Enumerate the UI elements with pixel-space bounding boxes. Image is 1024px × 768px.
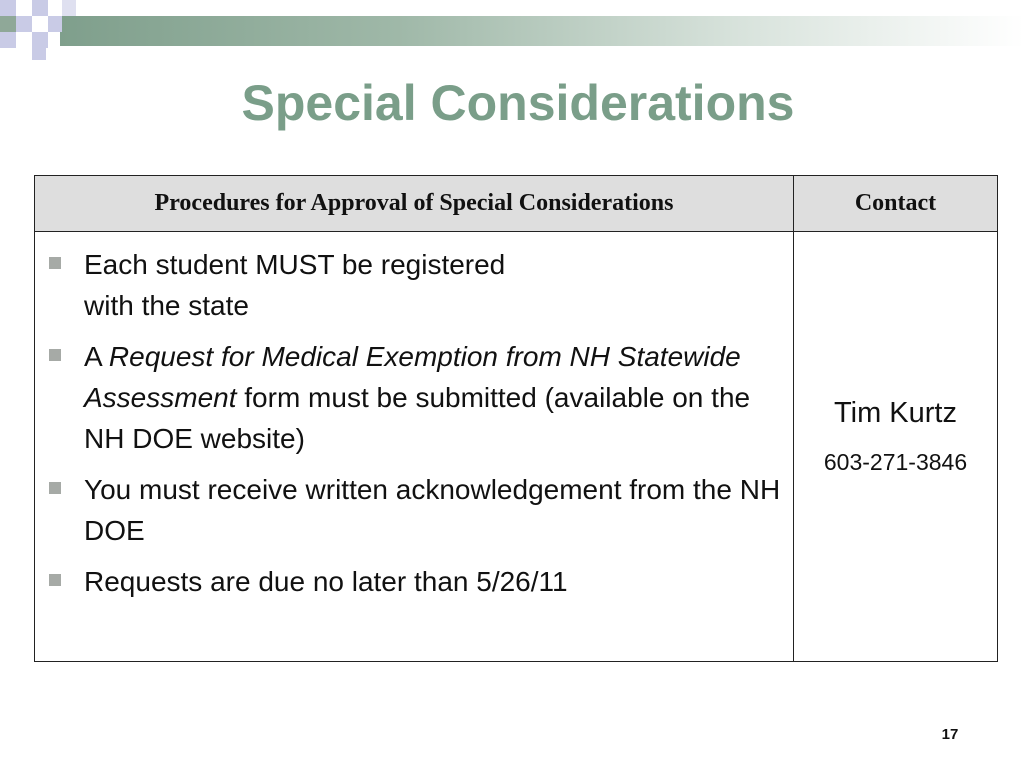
header-gradient-band bbox=[60, 16, 1024, 46]
decorative-square bbox=[32, 16, 48, 32]
list-item bbox=[45, 561, 783, 602]
list-item bbox=[45, 244, 783, 326]
bullet-suffix: form must be submitted (available on the NH DOE website) bbox=[84, 382, 751, 454]
procedure-list bbox=[45, 244, 783, 602]
table-header-row bbox=[35, 176, 998, 232]
bullet-text-line1: Each student MUST be registered bbox=[84, 249, 506, 280]
square-bullet-icon bbox=[49, 574, 61, 586]
contact-header: Contact bbox=[794, 176, 998, 232]
list-item bbox=[45, 469, 783, 551]
decorative-square bbox=[32, 48, 46, 60]
page-number: 17 bbox=[941, 726, 959, 743]
decorative-square bbox=[32, 32, 48, 48]
bullet-text-line2: with the state bbox=[84, 290, 249, 321]
decorative-square bbox=[16, 0, 32, 16]
square-bullet-icon bbox=[49, 349, 61, 361]
decorative-square bbox=[0, 0, 16, 16]
decorative-square bbox=[16, 16, 32, 32]
bullet-text: Requests are due no later than 5/26/11 bbox=[84, 566, 568, 597]
list-item bbox=[45, 336, 783, 459]
square-bullet-icon bbox=[49, 257, 61, 269]
procedures-cell bbox=[35, 232, 794, 662]
contact-phone: 603-271-3846 bbox=[823, 448, 968, 475]
slide-title: Special Considerations bbox=[241, 75, 795, 131]
decorative-square bbox=[0, 32, 16, 48]
decorative-square bbox=[62, 0, 76, 16]
decorative-square bbox=[0, 16, 16, 32]
bullet-prefix: A bbox=[84, 341, 109, 372]
form-name: Request for Medical Exemption from NH Statewide Assessment bbox=[84, 341, 741, 413]
square-bullet-icon bbox=[49, 482, 61, 494]
contact-cell bbox=[794, 232, 998, 662]
contact-name: Tim Kurtz bbox=[834, 396, 957, 429]
table-row bbox=[35, 232, 998, 662]
decorative-square bbox=[16, 32, 32, 48]
procedures-header: Procedures for Approval of Special Considerations bbox=[35, 176, 794, 232]
bullet-text: You must receive written acknowledgement from the NH DOE bbox=[84, 474, 781, 546]
decorative-square bbox=[32, 0, 48, 16]
decorative-square bbox=[48, 16, 62, 32]
procedures-table bbox=[34, 175, 998, 662]
